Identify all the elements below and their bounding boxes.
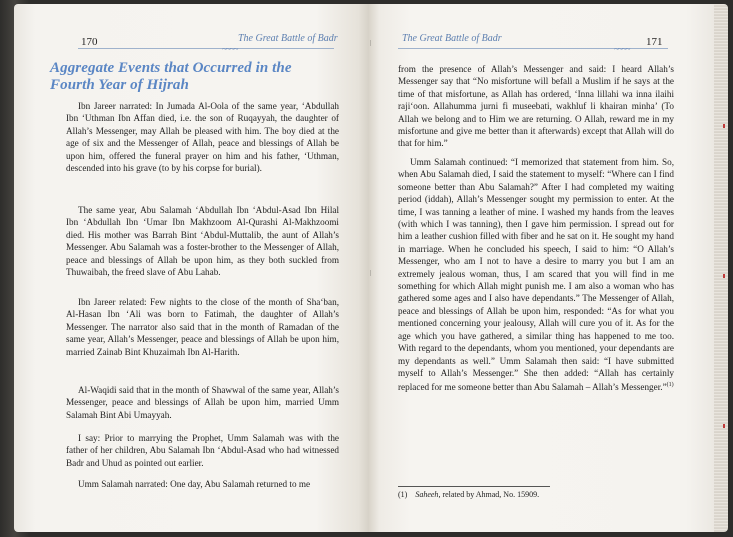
footnote [398,490,539,499]
left-paragraph-3: Ibn Jareer related: Few nights to the close of the month of Sha‘ban, Al-Hasan Ibn ‘Ali was born to Fatimah, the daughter of Allah’s Messenger. The narrator also said that in the month of Ramadan of the same year, Allah’s Messenger, peace and blessings of Allah be upon him, married Zainab Bint Khuzaimah Ibn Al-Harith. [66,297,339,357]
footnote-text: , related by Ahmad, No. 15909. [438,490,540,499]
left-paragraph-1: Ibn Jareer narrated: In Jumada Al-Oola of the same year, ‘Abdullah Ibn ‘Uthman Ibn Affan died, i.e. the son of Ruqayyah, the daughter of Allah’s Messenger, may Allah be pleased with him. The boy died at the age of six and the Messenger of Allah, peace and blessings of Allah be upon him, offered the funeral prayer on him and his father, ‘Uthman, descended into his grave (to by his corpse for burial). [66,101,339,174]
gutter-mark [370,40,371,46]
right-header-ornament: ~~~~ [614,44,630,54]
footnote-number: (1) [398,490,408,499]
right-running-title: The Great Battle of Badr [402,33,502,44]
left-page-number: 170 [81,36,98,48]
left-header-rule [78,48,334,49]
left-running-title: The Great Battle of Badr [238,33,338,44]
left-header-ornament: ~~~~ [222,44,238,54]
right-paragraph-2: Umm Salamah continued: “I memorized that statement from him. So, when Abu Salamah died, I said the statement to myself: “Where can I find someone better than Abu Salamah?” After I had completed my waiting period (iddah), Allah’s Messenger sought my permission to enter. At the time, I was tanning a leather of mine. I washed my hands from the leaves (with which I was tanning), then I gave him permission. I spread out for him a leather cushion filled with fiber and he sat on it. He sought my hand in marriage. When he concluded his speech, I said to him: “O Allah’s Messenger, who am I not to have a desire to marry you but I am an extremely jealous woman, thus, I am scared that you will find in me something for which Allah might punish me. I am also a woman who has gathered some ages and I also have dependants.” The Messenger of Allah, peace and blessings of Allah be upon him, responded: “As for what you mentioned concerning your jealousy, Allah will cure you of it. As for the age which you have gathered, a similar thing has happened to me too. With regard to the dependants, whom you mentioned, your dependants are my dependants as well.” Umm Salamah then said: “I have submitted myself to Allah’s Messenger.” She then added: “Allah has certainly replaced for me someone better than Abu Salamah – Allah’s Messenger.”$^{(1)}$ [398,157,674,393]
right-paragraph-1: from the presence of Allah’s Messenger and said: I heard Allah’s Messenger say that “No misfortune will befall a Muslim if he says at the time of that misfortune, as Allah has ordered, ‘Inna lillahi wa inna ilaihi raji‘oon. Allahumma jurni fi museebati, wakhluf li khairan minha’ (To Allah we belong and to Him we are returning. O Allah, reward me in my misfortune and give me better than it afterwards) except that Allah will do that for him.” [398,64,674,149]
left-paragraph-4: Al-Waqidi said that in the month of Shawwal of the same year, Allah’s Messenger, peace and blessings of Allah be upon him, married Umm Salamah Bint Abi Umayyah. [66,385,339,420]
right-page-number: 171 [646,36,663,48]
left-paragraph-5: I say: Prior to marrying the Prophet, Umm Salamah was with the father of her children, Abu Salamah Ibn ‘Abdul-Asad who had witnessed Badr and Uhud as pointed out earlier. [66,433,339,468]
gutter-mark [370,270,371,276]
footnote-rule [398,486,550,487]
footnote-source: Saheeh [415,490,439,499]
chapter-heading: Aggregate Events that Occurred in the Fourth Year of Hijrah [50,60,292,93]
footnote-marker: (1) [666,382,674,389]
page-stack-edge [714,4,728,532]
left-paragraph-2: The same year, Abu Salamah ‘Abdullah Ibn ‘Abdul-Asad Ibn Hilal Ibn ‘Abdullah Ibn ‘Umar Ibn Makhzoom Al-Qurashi Al-Makhzoomi died. His mother was Barrah Bint ‘Abdul-Muttalib, the aunt of Allah’s Messenger. Abu Salamah was a foster-brother to the Messenger of Allah, peace and blessings of Allah be upon him, as they both suckled from Thuwaibah, the freed slave of Abu Lahab. [66,205,339,278]
left-paragraph-6: Umm Salamah narrated: One day, Abu Salamah returned to me [78,479,311,489]
